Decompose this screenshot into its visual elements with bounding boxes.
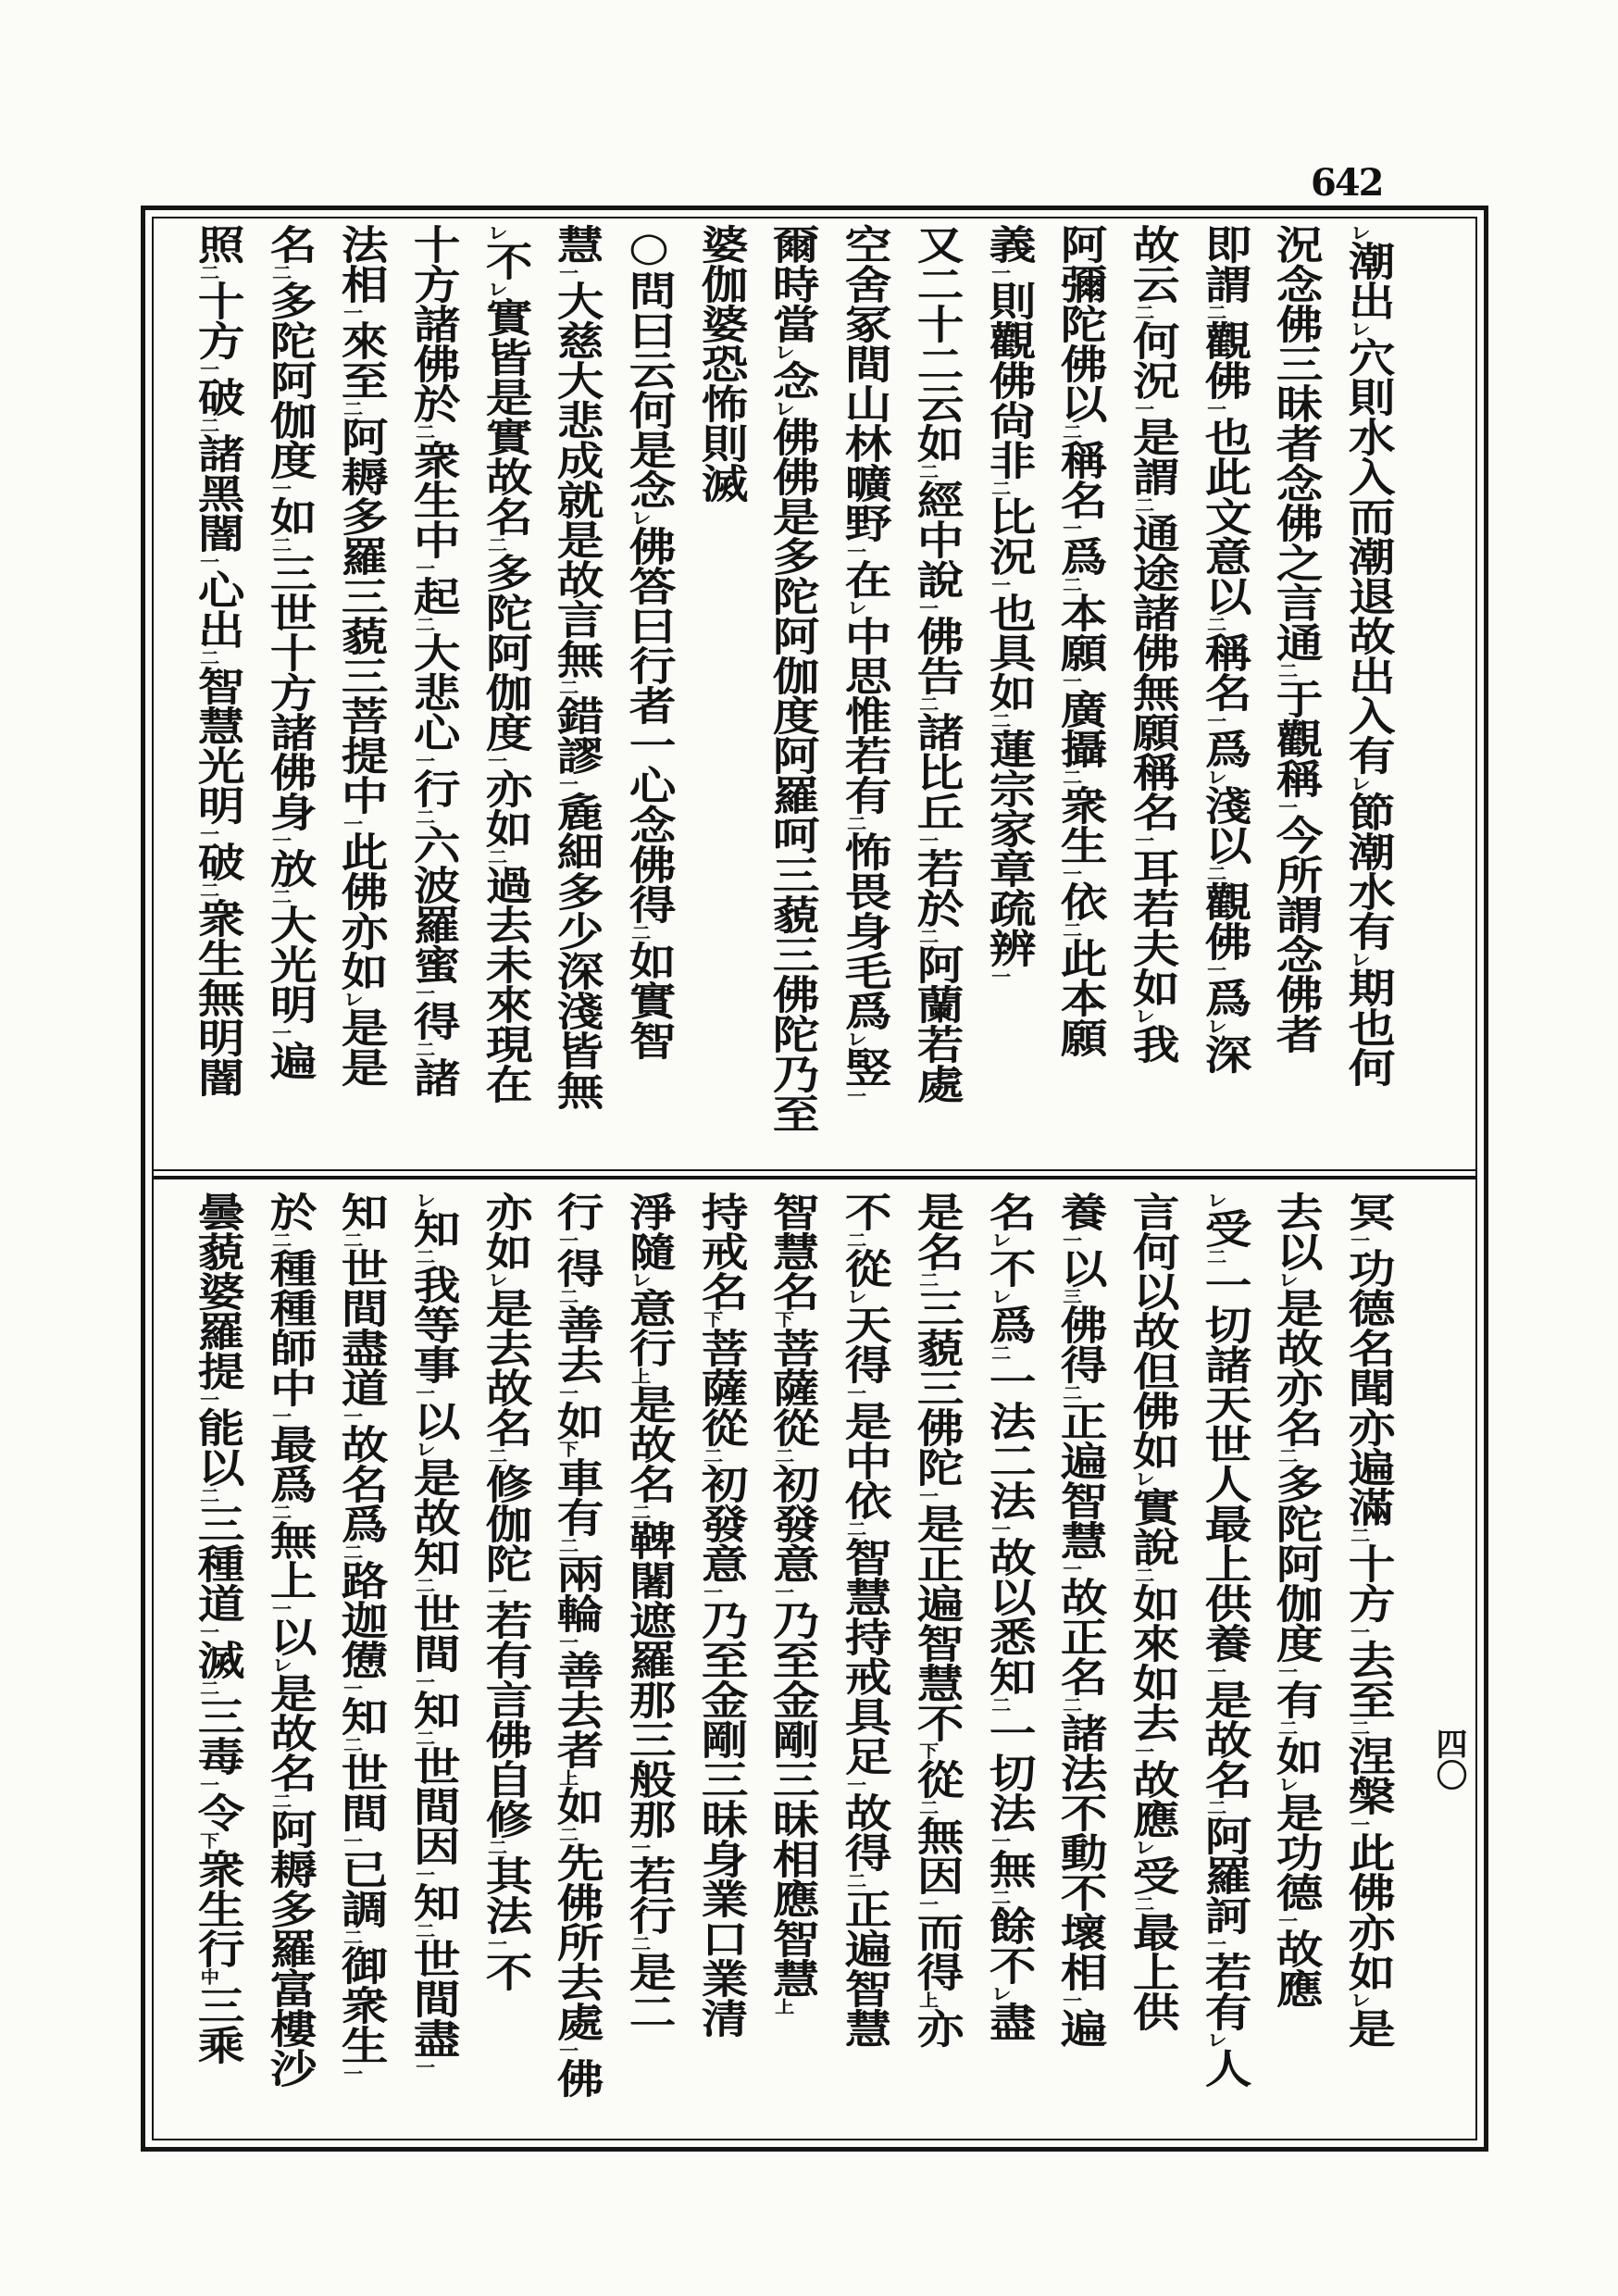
kaeriten-mark: ㆒	[843, 543, 867, 559]
kaeriten-mark: ㆓	[1203, 865, 1226, 881]
kaeriten-mark: ㆒	[484, 752, 507, 768]
text-column: 養㆒以㆔佛得㆓正遍智慧㆒故正名㆓諸法不動不壞相㆒遍	[1052, 1192, 1108, 2048]
kaeriten-mark: ㆒	[915, 831, 940, 848]
kaeriten-mark: ㆓	[628, 1504, 652, 1520]
kaeriten-mark: ㆒	[340, 1407, 364, 1424]
kaeriten-mark: ㆑	[484, 224, 507, 241]
kaeriten-mark: ㆘	[915, 1742, 940, 1759]
kaeriten-mark: ㆒	[988, 1832, 1011, 1849]
kaeriten-mark: ㆒	[1275, 798, 1299, 815]
text-column: 淨隨㆑意行㆖是故名㆓鞞闍遮羅那三般那㆒若行㆓是二	[621, 1192, 677, 2031]
kaeriten-mark: ㆒	[484, 1935, 507, 1952]
kaeriten-mark: ㆓	[196, 417, 220, 433]
kaeriten-mark: ㆓	[1131, 496, 1155, 513]
kaeriten-mark: ㆓	[1203, 304, 1226, 320]
kaeriten-mark: ㆓	[1275, 1719, 1299, 1736]
kaeriten-mark: ㆒	[843, 1087, 867, 1104]
kaeriten-mark: ㆓	[196, 881, 220, 898]
kaeriten-mark: ㆓	[700, 1447, 724, 1464]
kaeriten-mark: ㆒	[1203, 961, 1226, 978]
text-column: 去以㆑是故亦名㆓多陀阿伽度㆒有㆓如㆑是功德㆒故應	[1268, 1192, 1324, 2008]
kaeriten-mark: ㆒	[1059, 519, 1083, 536]
text-column: ㆑潮出㆑穴則水入而潮退故出入有㆑節潮水有㆑期也何	[1340, 224, 1396, 1087]
kaeriten-mark: ㆓	[628, 924, 652, 941]
kaeriten-mark: ㆓	[988, 1889, 1011, 1905]
text-column: 名㆑不㆑爲㆓一法二法㆒故以悉知㆓一切法㆒無㆓餘不㆑盡	[981, 1192, 1036, 2041]
kaeriten-mark: ㆓	[1131, 304, 1155, 320]
text-column: 亦如㆑是去故名㆓修伽陀㆒若有言佛自修㆓其法㆒不	[478, 1192, 533, 1991]
text-column: 知㆓世間盡道㆒故名爲㆓路迦憊㆒知㆓世間㆒已調㆓御衆生㆒	[333, 1192, 389, 2081]
text-column: 慧㆒大慈大悲成就是故言無㆓錯謬㆒麁細多少深淺皆無	[549, 224, 604, 1110]
kaeriten-mark: ㆒	[412, 1384, 436, 1401]
kaeriten-mark: ㆒	[268, 1600, 292, 1616]
kaeriten-mark: ㆒	[988, 576, 1011, 593]
kaeriten-mark: ㆓	[1059, 1696, 1083, 1713]
kaeriten-mark: ㆑	[988, 1288, 1011, 1304]
kaeriten-mark: ㆒	[1203, 712, 1226, 729]
kaeriten-mark: ㆒	[555, 775, 579, 792]
kaeriten-mark: ㆒	[268, 831, 292, 848]
kaeriten-mark: ㆓	[988, 1696, 1011, 1713]
kaeriten-mark: ㆒	[340, 815, 364, 831]
kaeriten-mark: ㆓	[412, 808, 436, 825]
page-number: 642	[1311, 161, 1383, 205]
text-column: 又二十二云如㆓經中說㆒佛告㆓諸比丘㆒若於㆓阿蘭若處	[909, 224, 965, 1104]
kaeriten-mark: ㆒	[1059, 1231, 1083, 1248]
kaeriten-mark: ㆒	[771, 1583, 795, 1600]
kaeriten-mark: ㆑	[988, 1231, 1011, 1248]
kaeriten-mark: ㆑	[1203, 768, 1226, 785]
kaeriten-mark: ㆓	[843, 1872, 867, 1889]
kaeriten-mark: ㆑	[1347, 320, 1371, 337]
kaeriten-mark: ㆒	[412, 984, 436, 1001]
kaeriten-mark: ㆑	[1347, 224, 1371, 241]
kaeriten-mark: ㆘	[196, 1832, 220, 1849]
kaeriten-mark: ㆒	[988, 1520, 1011, 1537]
kaeriten-mark: ㆓	[915, 463, 940, 480]
text-column: 況念佛三昧者念佛之言通㆓于觀稱㆒今所謂念佛者	[1268, 224, 1324, 1054]
kaeriten-mark: ㆓	[340, 1928, 364, 1945]
kaeriten-mark: ㆒	[412, 559, 436, 576]
kaeriten-mark: ㆑	[484, 281, 507, 297]
kaeriten-mark: ㆓	[988, 1344, 1011, 1361]
kaeriten-mark: ㆓	[268, 888, 292, 905]
kaeriten-mark: ㆓	[412, 423, 436, 440]
text-column: 於㆓種種師中㆒最爲㆓無上㆒以㆑是故名㆓阿耨多羅富樓沙	[262, 1192, 317, 2088]
kaeriten-mark: ㆓	[268, 264, 292, 281]
kaeriten-mark: ㆓	[915, 695, 940, 712]
kaeriten-mark: ㆓	[412, 1041, 436, 1057]
kaeriten-mark: ㆒	[1275, 1663, 1299, 1679]
kaeriten-mark: ㆑	[340, 991, 364, 1007]
kaeriten-mark: ㆘	[771, 1311, 795, 1328]
kaeriten-mark: ㆑	[1131, 1470, 1155, 1487]
kaeriten-mark: ㆓	[1059, 1384, 1083, 1401]
kaeriten-mark: ㆒	[412, 2058, 436, 2075]
kaeriten-mark: ㆒	[268, 1407, 292, 1424]
kaeriten-mark: ㆒	[915, 599, 940, 616]
kaeriten-mark: ㆑	[628, 509, 652, 526]
kaeriten-mark: ㆒	[1059, 865, 1083, 881]
kaeriten-mark: ㆓	[268, 1504, 292, 1520]
kaeriten-mark: ㆓	[771, 1447, 795, 1464]
kaeriten-mark: ㆓	[196, 1487, 220, 1504]
kaeriten-mark: ㆓	[412, 616, 436, 632]
kaeriten-mark: ㆒	[1347, 1623, 1371, 1640]
kaeriten-mark: ㆓	[1347, 1719, 1371, 1736]
kaeriten-mark: ㆓	[1059, 921, 1083, 938]
kaeriten-mark: ㆒	[988, 967, 1011, 984]
kaeriten-mark: ㆑	[1347, 1991, 1371, 2008]
kaeriten-mark: ㆓	[196, 264, 220, 281]
kaeriten-mark: ㆓	[412, 1922, 436, 1939]
kaeriten-mark: ㆒	[196, 1623, 220, 1640]
text-column: 言何以故但佛如㆑實說㆓如來如去㆒故應㆑受㆓最上供	[1125, 1192, 1180, 2031]
text-column: 持戒名㆘菩薩從㆓初發意㆒乃至金剛三昧身業口業清	[693, 1192, 749, 2038]
kaeriten-mark: ㆓	[1059, 768, 1083, 785]
kaeriten-mark: ㆓	[340, 1231, 364, 1248]
kaeriten-mark: ㆒	[1059, 1991, 1083, 2008]
kaeriten-mark: ㆒	[1275, 1912, 1299, 1928]
kaeriten-mark: ㆒	[1059, 672, 1083, 689]
kaeriten-mark: ㆒	[1347, 1231, 1371, 1248]
kaeriten-mark: ㆓	[843, 1520, 867, 1537]
kaeriten-mark: ㆒	[340, 1679, 364, 1696]
kaeriten-mark: ㆑	[771, 343, 795, 360]
kaeriten-mark: ㆑	[1275, 1271, 1299, 1288]
kaeriten-mark: ㆓	[484, 1447, 507, 1464]
kaeriten-mark: ㆒	[268, 480, 292, 496]
kaeriten-mark: ㆖	[628, 1367, 652, 1384]
kaeriten-mark: ㆒	[555, 1633, 579, 1650]
kaeriten-mark: ㆓	[915, 928, 940, 944]
kaeriten-mark: ㆑	[1203, 1017, 1226, 1034]
kaeriten-mark: ㆒	[1203, 400, 1226, 417]
kaeriten-mark: ㆒	[484, 1583, 507, 1600]
kaeriten-mark: ㆓	[1347, 1527, 1371, 1543]
text-column: 冥㆒功德名聞亦遍滿㆓十方㆒去至㆓涅槃㆒此佛亦如㆑是	[1340, 1192, 1396, 2048]
kaeriten-mark: ㆓	[1275, 662, 1299, 679]
kaeriten-mark: ㆓	[555, 1826, 579, 1842]
kaeriten-mark: ㆓	[484, 848, 507, 865]
kaeriten-mark: ㆑	[1131, 1007, 1155, 1024]
kaeriten-mark: ㆑	[412, 1192, 436, 1208]
panel-divider-thick	[152, 1176, 1477, 1179]
kaeriten-mark: ㆒	[1131, 1742, 1155, 1759]
text-column: 是名㆓三藐三佛陀㆒是正遍智慧不㆘從㆓無因㆒而得㆖亦	[909, 1192, 965, 2048]
kaeriten-mark: ㆑	[1347, 951, 1371, 967]
kaeriten-mark: ㆓	[915, 1799, 940, 1816]
text-column: 名㆓多陀阿伽度㆒如㆓三世十方諸佛身㆒放㆓大光明㆒遍	[262, 224, 317, 1080]
lower-text-panel	[0, 1192, 1618, 2136]
text-column: 照㆓十方㆒破㆓諸黑闇㆒心出㆓智慧光明㆒破㆓衆生無明闇	[190, 224, 245, 1097]
kaeriten-mark: ㆒	[843, 1776, 867, 1792]
kaeriten-mark: ㆒	[628, 1839, 652, 1855]
text-column: 阿彌陀佛以㆓稱名㆒爲㆓本願㆒廣攝㆓衆生㆒依㆓此本願	[1052, 224, 1108, 1057]
kaeriten-mark: ㆑	[268, 1656, 292, 1673]
kaeriten-mark: ㆓	[1203, 616, 1226, 632]
text-column: 十方諸佛於㆓衆生中㆒起㆓大悲心㆒行㆓六波羅蜜㆒得㆓諸	[405, 224, 461, 1097]
text-column: 智慧名㆘菩薩從㆓初發意㆒乃至金剛三昧相應智慧㆖	[765, 1192, 820, 2015]
kaeriten-mark: ㆑	[843, 1288, 867, 1304]
kaeriten-mark: ㆓	[555, 679, 579, 695]
kaeriten-mark: ㆒	[1059, 1560, 1083, 1577]
kaeriten-mark: ㆓	[1131, 1566, 1155, 1583]
kaeriten-mark: ㆓	[268, 1792, 292, 1809]
kaeriten-mark: ㆒	[915, 1487, 940, 1504]
kaeriten-mark: ㆓	[340, 1543, 364, 1560]
kaeriten-mark: ㆒	[555, 1384, 579, 1401]
kaeriten-mark: ㆓	[843, 815, 867, 831]
kaeriten-mark: ㆒	[196, 1391, 220, 1407]
kaeriten-mark: ㆒	[268, 1024, 292, 1041]
kaeriten-mark: ㆓	[268, 536, 292, 553]
section-number: 四〇	[1430, 1728, 1467, 1791]
kaeriten-mark: ㆑	[771, 400, 795, 417]
kaeriten-mark: ㆒	[1131, 831, 1155, 848]
panel-divider-thin	[152, 1169, 1477, 1171]
kaeriten-mark: ㆒	[412, 1866, 436, 1882]
kaeriten-mark: ㆓	[1203, 1248, 1226, 1265]
kaeriten-mark: ㆓	[555, 1537, 579, 1554]
kaeriten-mark: ㆓	[843, 1231, 867, 1248]
kaeriten-mark: ㆓	[412, 1729, 436, 1746]
kaeriten-mark: ㆘	[700, 1311, 724, 1328]
text-column: 故云㆓何況㆒是謂㆓通途諸佛無願稱名㆒耳若夫如㆑我	[1125, 224, 1180, 1064]
kaeriten-mark: ㆑	[1203, 1192, 1226, 1208]
kaeriten-mark: ㆓	[988, 480, 1011, 496]
kaeriten-mark: ㆒	[555, 2041, 579, 2058]
text-column: 不㆓從㆑天得㆒是中依㆓智慧持戒具足㆒故得㆓正遍智慧	[837, 1192, 892, 2048]
kaeriten-mark: ㆖	[771, 1998, 795, 2015]
text-column: ㆑知㆓我等事㆒以㆑是故知㆓世間㆒知㆓世間因㆒知㆓世間盡㆒	[405, 1192, 461, 2075]
kaeriten-mark: ㆑	[1131, 1839, 1155, 1855]
kaeriten-mark: ㆓	[340, 1736, 364, 1753]
kaeriten-mark: ㆒	[988, 264, 1011, 281]
text-column: 法相㆒來至㆓阿耨多羅三藐三菩提中㆒此佛亦如㆑是是	[333, 224, 389, 1087]
kaeriten-mark: ㆓	[1203, 1799, 1226, 1816]
kaeriten-mark: ㆑	[1275, 1776, 1299, 1792]
kaeriten-mark: ㆓	[1131, 1895, 1155, 1912]
text-column: 曇藐婆羅提㆒能以㆓三種道㆒滅㆓三毒㆒令㆘衆生行㆗三乘	[190, 1192, 245, 2065]
kaeriten-mark: ㆔	[1059, 1288, 1083, 1304]
kaeriten-mark: ㆒	[340, 2065, 364, 2081]
kaeriten-mark: ㆑	[988, 1985, 1011, 2002]
kaeriten-mark: ㆓	[196, 1679, 220, 1696]
kaeriten-mark: ㆖	[555, 1769, 579, 1786]
text-column: ○問曰云何是念㆑佛答曰行者一心念佛得㆓如實智	[621, 224, 677, 1060]
kaeriten-mark: ㆒	[196, 825, 220, 842]
text-column: ㆑受㆓一切諸天世人最上供養㆒是故名㆓阿羅訶㆒若有㆑人	[1197, 1192, 1252, 2088]
kaeriten-mark: ㆑	[628, 1271, 652, 1288]
kaeriten-mark: ㆒	[412, 1673, 436, 1690]
kaeriten-mark: ㆓	[484, 536, 507, 553]
kaeriten-mark: ㆓	[1059, 576, 1083, 593]
kaeriten-mark: ㆓	[1059, 423, 1083, 440]
kaeriten-mark: ㆒	[1347, 1816, 1371, 1832]
kaeriten-mark: ㆒	[196, 360, 220, 377]
kaeriten-mark: ㆓	[1275, 1447, 1299, 1464]
kaeriten-mark: ㆑	[1203, 2031, 1226, 2048]
kaeriten-mark: ㆓	[196, 649, 220, 666]
kaeriten-mark: ㆒	[843, 1384, 867, 1401]
upper-text-panel	[0, 224, 1618, 1168]
text-column: ㆑不㆑實皆是實故名㆓多陀阿伽度㆒亦如㆓過去未來現在	[478, 224, 533, 1104]
kaeriten-mark: ㆒	[340, 1832, 364, 1849]
kaeriten-mark: ㆑	[412, 1441, 436, 1457]
kaeriten-mark: ㆓	[628, 1935, 652, 1952]
kaeriten-mark: ㆒	[1131, 400, 1155, 417]
kaeriten-mark: ㆒	[555, 1231, 579, 1248]
kaeriten-mark: ㆓	[340, 400, 364, 417]
text-column: 義㆒則觀佛尙非㆓比況㆒也具如㆓蓮宗家章疏辨㆒	[981, 224, 1036, 984]
kaeriten-mark: ㆑	[484, 1271, 507, 1288]
text-column: 即謂㆓觀佛㆒也此文意以㆓稱名㆒爲㆑淺以㆓觀佛㆒爲㆑深	[1197, 224, 1252, 1074]
kaeriten-mark: ㆗	[196, 1968, 220, 1985]
kaeriten-mark: ㆒	[412, 752, 436, 768]
text-column: 爾時當㆑念㆑佛佛是多陀阿伽度阿羅呵三藐三佛陀乃至	[765, 224, 820, 1133]
kaeriten-mark: ㆓	[412, 1248, 436, 1265]
text-column: 空舍冢間山林曠野㆒在㆑中思惟若有㆓怖畏身毛爲㆑竪㆒	[837, 224, 892, 1104]
kaeriten-mark: ㆓	[484, 1839, 507, 1855]
kaeriten-mark: ㆓	[555, 1288, 579, 1304]
text-column: 行㆒得㆓善去㆒如㆘車有㆓兩輪㆒善去者㆖如㆓先佛所去處㆒佛	[549, 1192, 604, 2098]
kaeriten-mark: ㆒	[700, 1583, 724, 1600]
kaeriten-mark: ㆓	[915, 1271, 940, 1288]
kaeriten-mark: ㆒	[555, 264, 579, 281]
kaeriten-mark: ㆓	[412, 1577, 436, 1593]
kaeriten-mark: ㆖	[915, 1991, 940, 2008]
text-column: 婆伽婆恐怖則滅	[693, 224, 749, 503]
kaeriten-mark: ㆑	[843, 1030, 867, 1047]
kaeriten-mark: ㆘	[555, 1441, 579, 1457]
kaeriten-mark: ㆒	[196, 553, 220, 569]
kaeriten-mark: ㆑	[843, 599, 867, 616]
kaeriten-mark: ㆒	[340, 304, 364, 320]
kaeriten-mark: ㆓	[988, 712, 1011, 729]
kaeriten-mark: ㆒	[915, 1895, 940, 1912]
kaeriten-mark: ㆓	[268, 1231, 292, 1248]
kaeriten-mark: ㆑	[1347, 775, 1371, 792]
kaeriten-mark: ㆒	[1203, 1935, 1226, 1952]
kaeriten-mark: ㆒	[1203, 1663, 1226, 1679]
kaeriten-mark: ㆒	[196, 1776, 220, 1792]
